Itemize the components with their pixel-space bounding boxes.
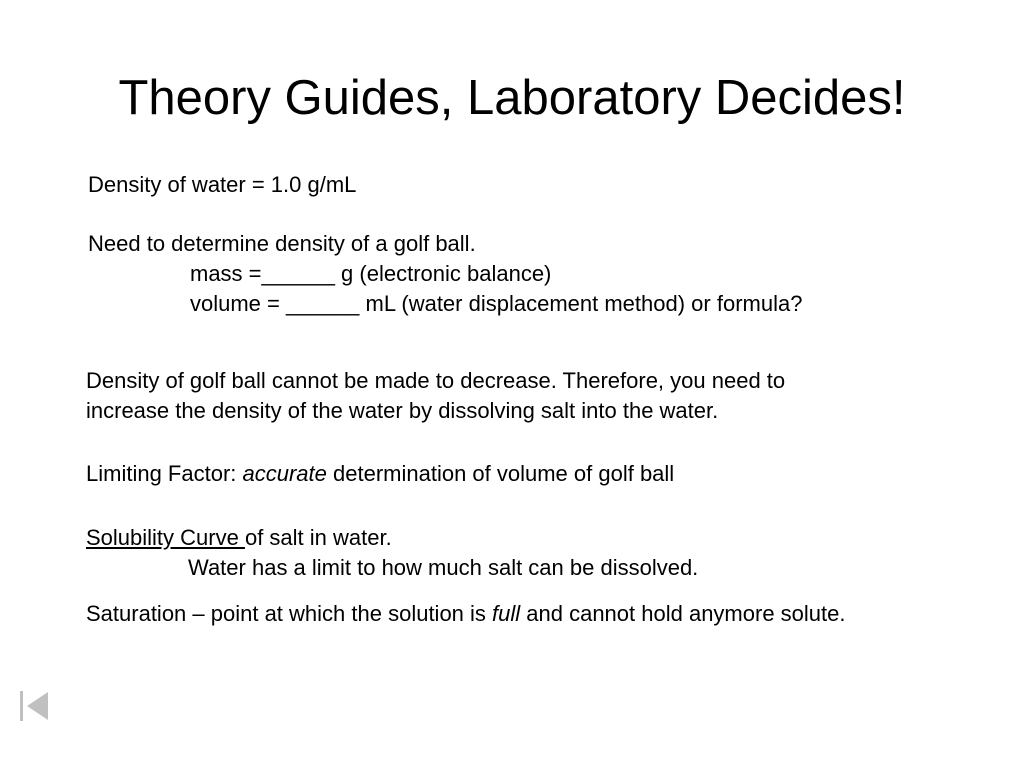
accurate-emphasis: accurate [242,461,327,486]
first-slide-button[interactable] [18,688,52,724]
saturation-line [86,599,845,629]
saturation-text: and cannot hold anymore solute. [520,601,846,626]
volume-line: volume = ______ mL (water displacement method) or formula? [190,291,803,316]
solubility-curve-link[interactable]: Solubility Curve [86,525,245,550]
limiting-factor-line [86,459,674,489]
golf-ball-density-line: Need to determine density of a golf ball. [88,231,476,256]
solubility-curve-text: of salt in water. [244,525,392,550]
skip-to-first-icon [18,688,52,724]
saturation-label: Saturation – point at which the solution is [86,601,493,626]
full-emphasis: full [492,601,521,626]
water-limit-line: Water has a limit to how much salt can be dissolved. [188,555,699,580]
density-explanation-line-1: Density of golf ball cannot be made to decrease. Therefore, you need to [86,368,786,393]
density-explanation-line-2: increase the density of the water by dissolving salt into the water. [86,398,719,423]
solubility-curve-line [86,523,392,553]
water-density-line: Density of water = 1.0 g/mL [88,172,357,197]
limiting-factor-label: Limiting Factor: [86,461,243,486]
mass-line: mass =______ g (electronic balance) [190,261,552,286]
limiting-factor-text: determination of volume of golf ball [326,461,675,486]
slide-title: Theory Guides, Laboratory Decides! [118,71,906,125]
